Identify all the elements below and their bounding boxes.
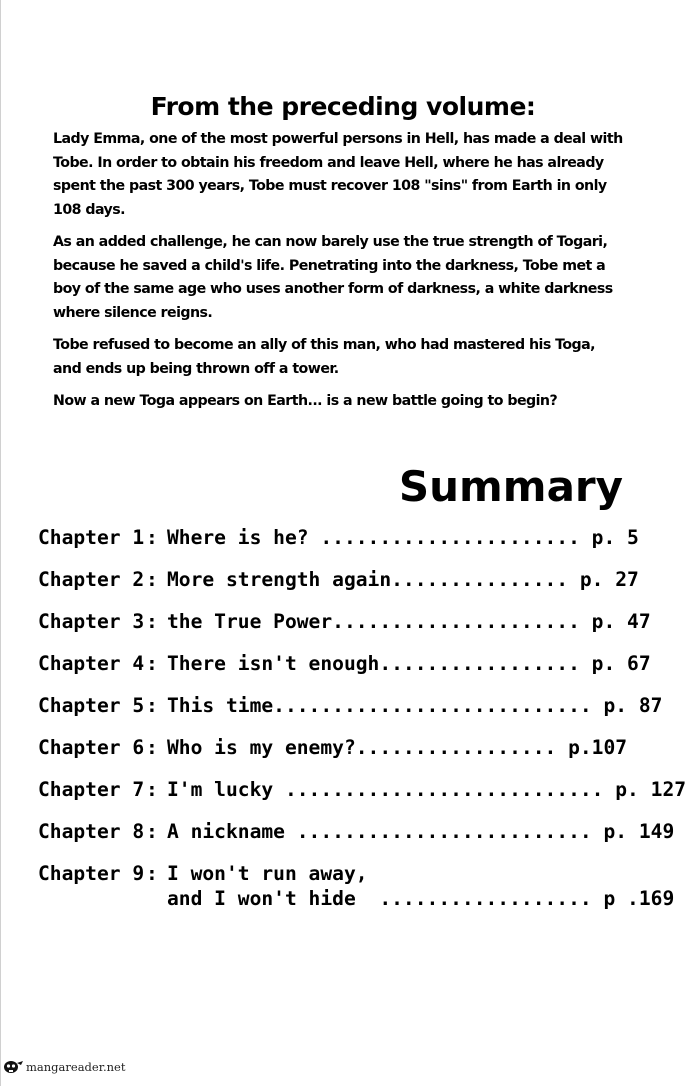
separator: : bbox=[146, 820, 158, 843]
chapter-number: Chapter 6 bbox=[38, 736, 145, 759]
toc-entry bbox=[38, 566, 638, 608]
chapter-number: Chapter 7 bbox=[38, 778, 145, 801]
chapter-title: There isn't enough................. p. 67 bbox=[167, 652, 651, 675]
preceding-volume-section bbox=[53, 92, 633, 423]
toc-entry bbox=[38, 734, 638, 776]
chapter-number: Chapter 8 bbox=[38, 820, 145, 843]
toc-entry bbox=[38, 608, 651, 650]
toc-entry bbox=[38, 524, 638, 566]
chapter-number: Chapter 2 bbox=[38, 568, 145, 591]
chapter-title: Who is my enemy?................. p.107 bbox=[167, 736, 628, 759]
toc-entry bbox=[38, 818, 675, 860]
separator: : bbox=[146, 694, 158, 717]
chapter-number: Chapter 4 bbox=[38, 652, 145, 675]
summary-title: Summary bbox=[398, 462, 623, 511]
watermark-credit bbox=[2, 1060, 125, 1074]
separator: : bbox=[146, 736, 158, 759]
chapter-number: Chapter 5 bbox=[38, 694, 145, 717]
preceding-paragraph: Lady Emma, one of the most powerful persons in Hell, has made a deal with Tobe. In order to obtain his freedom and leave Hell, where he has already spent the past 300 years, Tobe must recover 108 "sins" from Earth in only 108 days. bbox=[53, 131, 623, 218]
toc-entry bbox=[38, 650, 651, 692]
skull-icon bbox=[2, 1060, 24, 1074]
chapter-title: More strength again............... p. 27 bbox=[167, 568, 639, 591]
preceding-volume-title: From the preceding volume: bbox=[150, 92, 536, 121]
chapter-number: Chapter 3 bbox=[38, 610, 145, 633]
preceding-paragraph: Now a new Toga appears on Earth... is a new battle going to begin? bbox=[53, 393, 558, 409]
separator: : bbox=[146, 610, 158, 633]
chapter-title: This time........................... p. 87 bbox=[167, 694, 663, 717]
watermark-text: mangareader.net bbox=[26, 1060, 126, 1074]
toc-entry bbox=[38, 776, 687, 818]
preceding-paragraph: Tobe refused to become an ally of this man, who had mastered his Toga, and ends up being thrown off a tower. bbox=[53, 337, 596, 377]
chapter-title: I won't run away, bbox=[167, 862, 368, 885]
chapter-title: the True Power..................... p. 47 bbox=[167, 610, 651, 633]
chapter-title: Where is he? ...................... p. 5 bbox=[167, 526, 639, 549]
separator: : bbox=[146, 526, 158, 549]
chapter-number: Chapter 9 bbox=[38, 862, 145, 885]
separator: : bbox=[146, 778, 158, 801]
toc-entry bbox=[38, 860, 675, 916]
chapter-number: Chapter 1 bbox=[38, 526, 145, 549]
toc-entry bbox=[38, 692, 663, 734]
preceding-paragraph: As an added challenge, he can now barely use the true strength of Togari, because he saved a child's life. Penetrating into the darkness, Tobe met a boy of the same age who uses another form of darkness, a white darkness where silence reigns. bbox=[53, 234, 613, 321]
chapter-title: I'm lucky ........................... p. 127 bbox=[167, 778, 687, 801]
separator: : bbox=[146, 568, 158, 591]
chapter-title: A nickname ......................... p. 149 bbox=[167, 820, 675, 843]
chapter-title-continued: and I won't hide .................. p .169 bbox=[167, 887, 675, 910]
separator: : bbox=[146, 652, 158, 675]
table-of-contents bbox=[38, 524, 687, 916]
separator: : bbox=[146, 862, 158, 885]
